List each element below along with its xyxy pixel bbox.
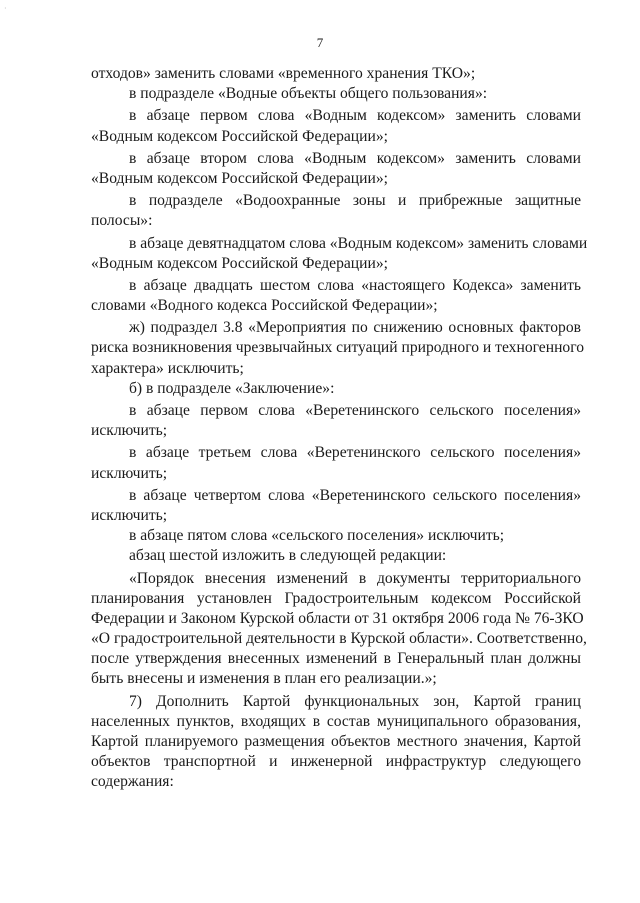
text-line: в абзаце втором слова «Водным кодексом» заменить словами [129,149,581,167]
text-line: в абзаце третьем слова «Веретенинского сельского поселения» [129,444,581,462]
text-line: исключить; [91,422,168,440]
text-line: планирования установлен Градостроительным кодексом Российской [91,589,581,607]
text-line: ж) подраздел 3.8 «Мероприятия по снижению основных факторов [129,319,581,337]
text-line: в абзаце пятом слова «сельского поселения» исключить; [129,527,505,545]
text-line: полосы»: [91,212,153,230]
text-line: «Водным кодексом Российской Федерации»; [91,254,388,272]
text-line: исключить; [91,464,168,482]
text-line: в абзаце четвертом слова «Веретенинского сельского поселения» [129,486,581,504]
text-line: в абзаце двадцать шестом слова «настоящего Кодекса» заменить [129,276,581,294]
text-line: словами «Водного кодекса Российской Федерации»; [91,297,438,315]
text-line: Картой планируемого размещения объектов местного значения, Картой [91,733,581,750]
text-line: в абзаце первом слова «Веретенинского сельского поселения» [129,402,581,419]
text-line: «Порядок внесения изменений в документы территориального [129,569,581,587]
text-line: риска возникновения чрезвычайных ситуаций природного и техногенного [91,339,585,357]
text-line: б) в подразделе «Заключение»: [129,379,335,397]
text-line: характера» исключить; [91,359,244,377]
text-line: содержания: [91,773,174,791]
text-line: быть внесены и изменения в план его реализации.»; [91,670,437,688]
text-line: в подразделе «Водоохранные зоны и прибрежные защитные [129,192,581,210]
text-line: «Водным кодексом Российской Федерации»; [91,169,388,187]
document-body [91,64,588,793]
text-line: «О градостроительной деятельности в Курской области». Соответственно, [91,630,587,648]
text-line: объектов транспортной и инженерной инфраструктур следующего [91,753,581,771]
scan-corner-mark: · [4,4,7,13]
text-line: 7) Дополнить Картой функциональных зон, Картой границ [129,692,581,710]
text-line: исключить; [91,506,168,524]
text-line: «Водным кодексом Российской Федерации»; [91,127,388,145]
text-line: Федерации и Законом Курской области от 31 октября 2006 года № 76-ЗКО [91,609,584,627]
text-line: населенных пунктов, входящих в состав муниципального образования, [91,712,581,730]
text-line: в абзаце первом слова «Водным кодексом» заменить словами [129,107,581,125]
page-number: 7 [316,35,324,50]
text-line: в подразделе «Водные объекты общего пользования»: [129,85,488,103]
text-line: в абзаце девятнадцатом слова «Водным кодексом» заменить словами [129,234,588,252]
text-line: отходов» заменить словами «временного хранения ТКО»; [91,65,476,82]
text-line: абзац шестой изложить в следующей редакции: [129,547,447,565]
text-line: после утверждения внесенных изменений в Генеральный план должны [91,650,581,668]
